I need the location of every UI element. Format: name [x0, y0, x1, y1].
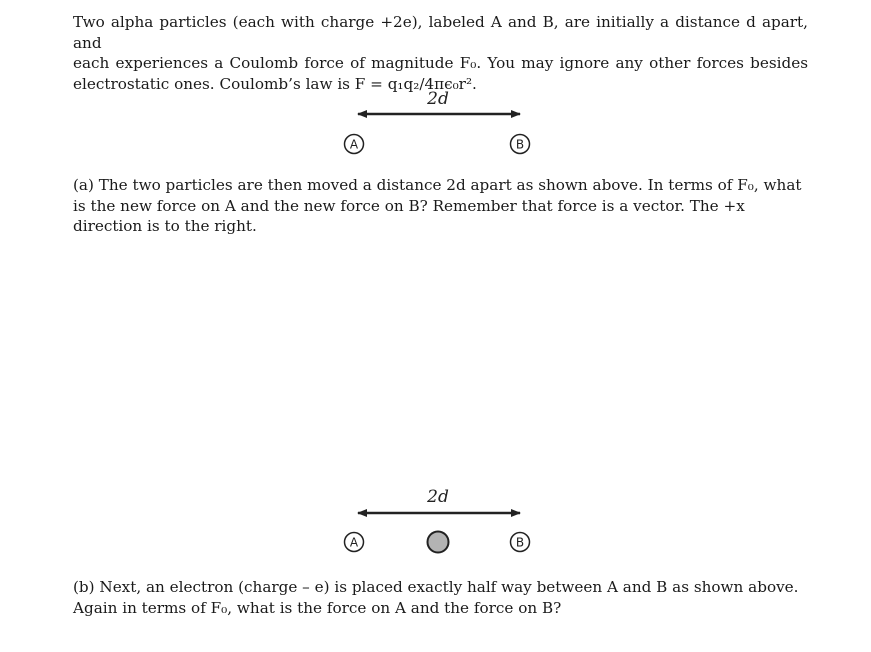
particle-b-label: B [515, 535, 525, 550]
figure-a-diagram [0, 82, 871, 162]
particle-a-label: A [349, 535, 359, 550]
figure-a [0, 82, 871, 162]
particle-b-label: B [515, 137, 525, 152]
intro-line-3: electrostatic ones. Coulomb’s law is F = q₁q₂/4πϵ₀r². [73, 74, 477, 93]
electron [428, 532, 449, 553]
distance-label-2d: 2d [427, 89, 449, 109]
distance-label-2d: 2d [427, 487, 449, 507]
particle-b [511, 135, 530, 154]
intro-line-2: each experiences a Coulomb force of magnitude F₀. You may ignore any other forces besides [73, 54, 808, 72]
particle-a-label: A [349, 137, 359, 152]
question-b: (b) Next, an electron (charge – e) is placed exactly half way between A and B as shown above. Again in terms of F₀, what is the force on A and the force on B? [73, 578, 799, 617]
figure-b [0, 480, 871, 560]
question-a: (a) The two particles are then moved a distance 2d apart as shown above. In terms of F₀, what is the new force on A and the new force on B? Remember that force is a vector. The +x direction is to the right. [73, 176, 802, 235]
particle-a [345, 135, 364, 154]
intro-line-1: Two alpha particles (each with charge +2e), labeled A and B, are initially a distance d apart, and [73, 13, 808, 52]
particle-a [345, 533, 364, 552]
figure-b-diagram [0, 480, 871, 560]
particle-b [511, 533, 530, 552]
